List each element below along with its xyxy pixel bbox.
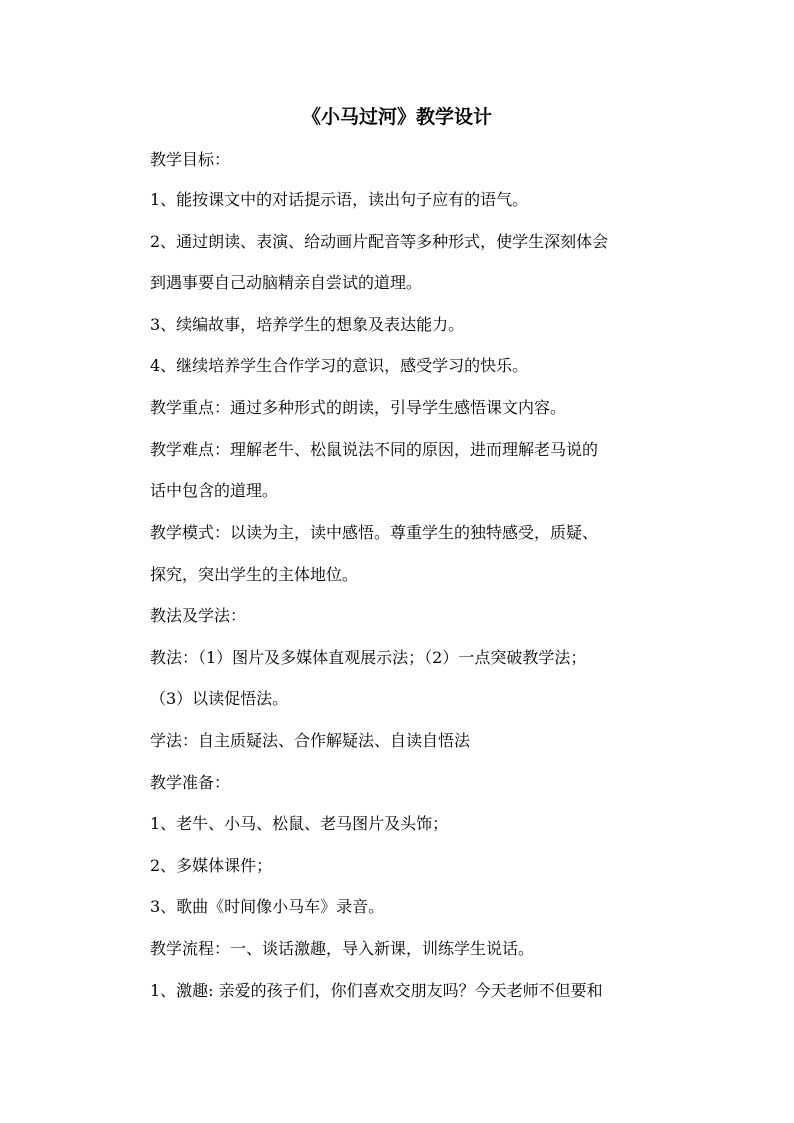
teaching-mode: 教学模式：以读为主，读中感悟。尊重学生的独特感受，质疑、 [150,523,599,542]
objective-item-4: 4、继续培养学生合作学习的意识，感受学习的快乐。 [150,356,529,375]
preparation-item-1: 1、老牛、小马、松鼠、老马图片及头饰； [150,814,449,833]
teaching-focus: 教学重点：通过多种形式的朗读，引导学生感悟课文内容。 [150,398,567,417]
objective-item-3: 3、续编故事，培养学生的想象及表达能力。 [150,315,465,334]
objective-item-2: 2、通过朗读、表演、给动画片配音等多种形式，使学生深刻体会 [150,232,609,251]
teaching-difficulty: 教学难点：理解老牛、松鼠说法不同的原因，进而理解老马说的 [150,440,599,459]
teaching-methods-continued: （3）以读促悟法。 [150,689,289,708]
teaching-methods: 教法：（1）图片及多媒体直观展示法；（2）一点突破教学法； [150,648,587,667]
preparation-item-3: 3、歌曲《时间像小马车》录音。 [150,897,385,916]
objective-item-2-continued: 到遇事要自己动脑精亲自尝试的道理。 [150,273,423,292]
teaching-process: 教学流程：一、谈话激趣，导入新课，训练学生说话。 [150,939,535,958]
teaching-mode-continued: 探究，突出学生的主体地位。 [150,565,359,584]
process-step-1: 1、激趣: 亲爱的孩子们，你们喜欢交朋友吗？今天老师不但要和 [150,981,603,1000]
objective-item-1: 1、能按课文中的对话提示语，读出句子应有的语气。 [150,190,529,209]
teaching-difficulty-continued: 话中包含的道理。 [150,481,279,500]
section-heading-preparation: 教学准备： [150,773,231,792]
section-heading-objectives: 教学目标： [150,150,231,169]
document-title: 《小马过河》教学设计 [301,106,492,128]
preparation-item-2: 2、多媒体课件； [150,856,273,875]
section-heading-methods: 教法及学法： [150,606,247,625]
learning-methods: 学法：自主质疑法、合作解疑法、自读自悟法 [150,731,471,750]
